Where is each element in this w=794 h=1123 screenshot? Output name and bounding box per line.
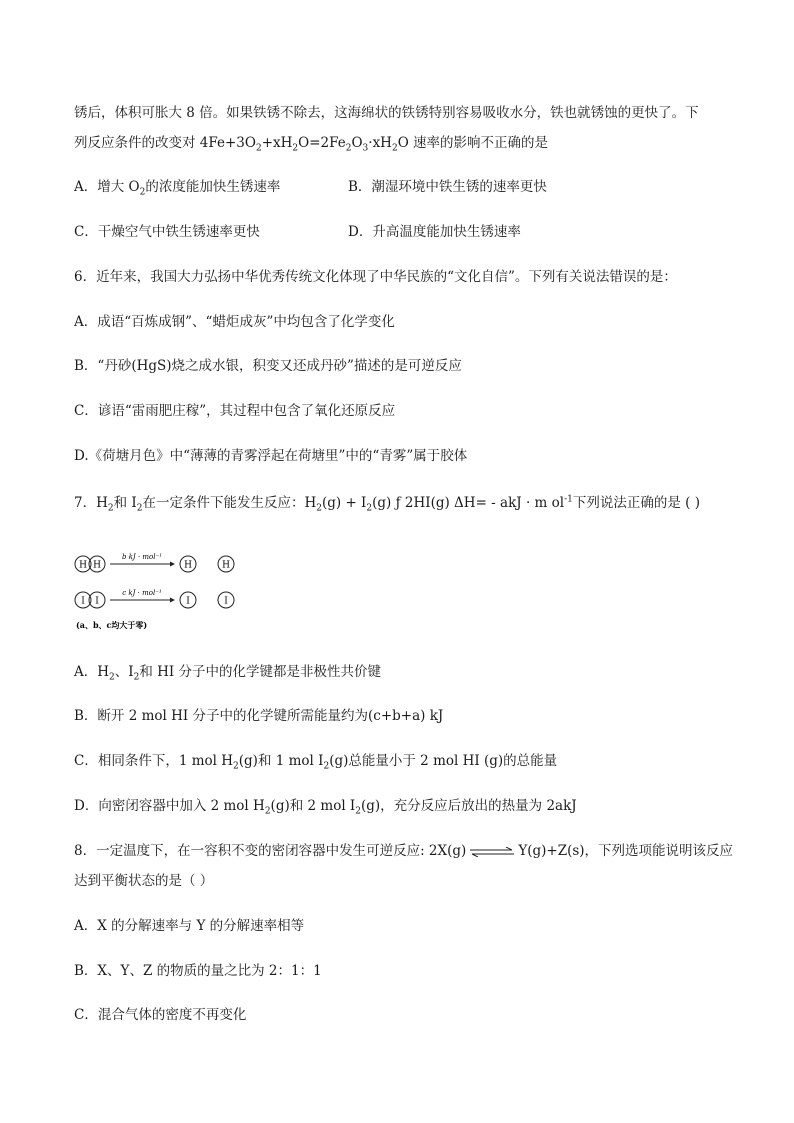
svg-text:H: H bbox=[222, 560, 230, 571]
svg-text:H: H bbox=[184, 560, 192, 571]
reversible-arrow-icon bbox=[468, 847, 516, 857]
q5-option-c: C．干燥空气中铁生锈速率更快 bbox=[74, 224, 260, 240]
q6-option-a: A．成语“百炼成钢”、“蜡炬成灰”中均包含了化学变化 bbox=[74, 314, 395, 330]
q7-option-a: A．$H_2$、$I_2$和 HI 分子中的化学键都是非极性共价键 bbox=[74, 664, 382, 683]
svg-text:I: I bbox=[95, 596, 99, 607]
q7-option-c: C．相同条件下，1 mol $H_2(g)$和 1 mol $I_2(g)$总能量小于 2 mol HI (g)的总能量 bbox=[74, 753, 558, 772]
bond-energy-diagram bbox=[72, 548, 252, 636]
row1-energy-label: b kJ · mol⁻¹ bbox=[121, 553, 163, 561]
q6-option-d: D.《荷塘月色》中“薄薄的青雾浮起在荷塘里”中的“青雾”属于胶体 bbox=[74, 448, 468, 464]
q5-text-line2: 列反应条件的改变对 $4Fe+3O_2+xH_2O=2Fe_2O_3\cdot xH_2O$ 速率的影响不正确的是 bbox=[74, 135, 549, 154]
q5-option-a: A．增大 $O_2$的浓度能加快生锈速率 bbox=[74, 179, 281, 198]
q6-option-b: B．“丹砂(HgS)烧之成水银，积变又还成丹砂”描述的是可逆反应 bbox=[74, 358, 462, 374]
svg-text:H: H bbox=[79, 560, 87, 571]
svg-text:H: H bbox=[93, 560, 101, 571]
q5-text-line1: 锈后，体积可胀大 8 倍。如果铁锈不除去，这海绵状的铁锈特别容易吸收水分，铁也就锈蚀的更快了。下 bbox=[74, 105, 699, 121]
q7-option-d: D．向密闭容器中加入 2 mol $H_2(g)$和 2 mol $I_2(g)$，充分反应后放出的热量为 2akJ bbox=[74, 798, 577, 817]
svg-text:I: I bbox=[186, 596, 190, 607]
h-atoms bbox=[180, 556, 234, 572]
diagram-note: (a、b、c均大于零) bbox=[76, 620, 148, 630]
q7-stem: 7．$H_2$和 $I_2$在一定条件下能发生反应：$H_2(g) + I_2(g)$ ƒ 2HI(g) ΔH= - akJ · m $ol^{-1}$下列说法正确的是 ( ) bbox=[74, 494, 700, 514]
q6-option-c: C．谚语“雷雨肥庄稼”，其过程中包含了氧化还原反应 bbox=[74, 403, 396, 419]
q7-option-b: B．断开 2 mol HI 分子中的化学键所需能量约为(c+b+a) kJ bbox=[74, 708, 444, 724]
q8-option-b: B．X、Y、Z 的物质的量之比为 2：1：1 bbox=[74, 963, 322, 979]
svg-text:I: I bbox=[224, 596, 228, 607]
i-atoms bbox=[180, 592, 234, 608]
h2-molecule bbox=[75, 556, 105, 572]
q6-stem: 6．近年来，我国大力弘扬中华优秀传统文化体现了中华民族的“文化自信”。下列有关说法错误的是： bbox=[74, 269, 677, 285]
q8-stem-line1: 8．一定温度下，在一容积不变的密闭容器中发生可逆反应: 2X(g) Y(g)+Z(s)，下列选项能说明该反应 bbox=[74, 843, 734, 859]
q5-option-b: B．潮湿环境中铁生锈的速率更快 bbox=[348, 179, 547, 195]
q8-stem-line2: 达到平衡状态的是（ ） bbox=[74, 873, 214, 889]
svg-text:I: I bbox=[81, 596, 85, 607]
q5-option-d: D．升高温度能加快生锈速率 bbox=[348, 224, 521, 240]
q8-option-a: A．X 的分解速率与 Y 的分解速率相等 bbox=[74, 918, 305, 934]
row2-energy-label: c kJ · mol⁻¹ bbox=[122, 589, 162, 597]
q8-option-c: C．混合气体的密度不再变化 bbox=[74, 1007, 247, 1023]
i2-molecule bbox=[75, 592, 105, 608]
